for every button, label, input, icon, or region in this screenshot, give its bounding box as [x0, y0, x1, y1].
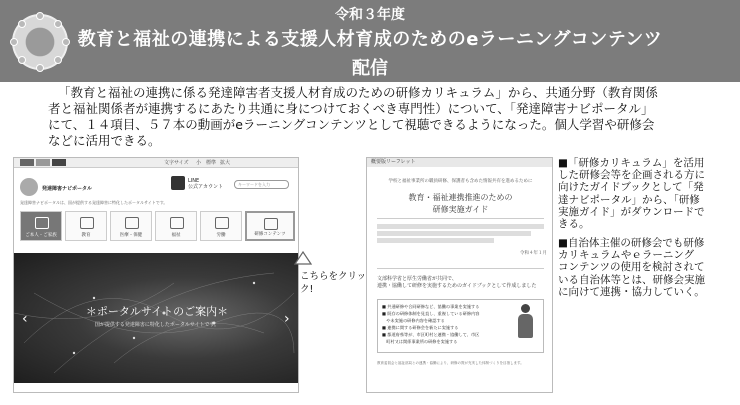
portal-search-input[interactable]: キーワードを入力 — [234, 180, 289, 189]
note-line: ■「研修カリキュラム」を活用 — [558, 157, 705, 169]
note-line: きる。 — [558, 218, 590, 230]
font-size-label: 文字サイズ — [164, 160, 189, 166]
leaflet-screenshot — [366, 157, 553, 393]
person-illustration-icon — [517, 304, 533, 340]
medical-icon — [125, 217, 139, 229]
click-line: こちらをクリッ — [300, 271, 367, 282]
click-line: ク! — [300, 284, 314, 295]
list-item: 町村又は関係事業所の研修を実施する — [386, 339, 458, 344]
nav-label: 医療・保健 — [119, 233, 143, 238]
nav-family[interactable] — [20, 211, 62, 241]
leaflet-section-title — [377, 276, 544, 290]
hero-title: ＊ポータルサイトのご案内＊ — [85, 305, 229, 318]
section-line: 文部科学省と厚生労働省が共同で、 — [377, 276, 457, 282]
line-icon[interactable] — [171, 176, 185, 190]
nav-label: 労働 — [216, 233, 226, 238]
nav-label: ご本人・ご家族 — [25, 233, 57, 238]
note-line: に向けて連携・協力していく。 — [558, 285, 705, 298]
note-line: 向けたガイドブックとして「発 — [558, 181, 704, 194]
leaflet-title: 教育・福祉連携推進のための — [408, 193, 513, 202]
line-sub: 公式アカウント — [188, 184, 223, 190]
list-item: ■ 連携に関する研修会を新たに実施する — [382, 325, 459, 330]
font-size-large[interactable]: 拡大 — [220, 160, 231, 166]
leaflet-header: 概要版リーフレット — [367, 158, 553, 167]
slider-prev-icon[interactable]: ‹ — [22, 311, 28, 327]
slider-dots[interactable] — [137, 386, 172, 393]
list-item: ■ 共通研修や合同研修など、協働の事業を実施する — [382, 304, 480, 309]
slider-next-icon[interactable]: › — [284, 311, 290, 327]
labor-icon — [215, 217, 229, 229]
click-here-note — [300, 270, 366, 296]
welfare-icon — [170, 217, 184, 229]
portal-subtitle: 発達障害ナビポータルは、国が提供する発達障害に特化したポータルサイトです。 — [20, 200, 168, 205]
leaflet-intro-text — [377, 224, 544, 243]
nav-label: 福祉 — [171, 233, 181, 238]
leaflet-date: 令和４年１月 — [520, 251, 547, 256]
nav-welfare[interactable] — [155, 211, 197, 241]
portal-screenshot — [13, 157, 299, 393]
portal-site-name[interactable]: 発達障害ナビポータル — [42, 186, 93, 192]
leaflet-title-cont: 研修実施ガイド — [432, 205, 489, 214]
list-item: ■ 都道府県等が、市区町村と連携・協働して、市区 — [382, 332, 480, 337]
nav-education[interactable] — [65, 211, 107, 241]
banner-title: 教育と福祉の連携による支援人材育成のためのeラーニングコンテンツ — [77, 29, 663, 50]
education-icon — [80, 217, 94, 229]
nav-label: 研修コンテンツ — [254, 232, 286, 237]
note-line: いる自治体等とは、研修会実施 — [558, 273, 705, 286]
divider — [377, 268, 544, 269]
banner-title-cont: 配信 — [352, 58, 388, 79]
intro-line: にて、１４項目、５７本の動画がeラーニングコンテンツとして視聴できるようになった。個人学習や研修会 — [48, 117, 655, 132]
portal-topbar — [14, 158, 299, 168]
note-line: 実施ガイド」がダウンロードで — [558, 205, 705, 218]
portal-logo-icon[interactable] — [20, 178, 38, 196]
portal-hero-slider[interactable] — [14, 253, 299, 383]
banner-year: 令和３年度 — [335, 7, 405, 23]
nav-medical[interactable] — [110, 211, 152, 241]
training-icon — [264, 218, 278, 230]
leaflet-top-text: 学校と福祉事業所の職員研修、保護者も含めた情報共有を進めるために — [388, 179, 533, 184]
intro-line: 者と福祉関係者が連携するにあたり共通に身につけておくべき専門性）について、「発達障害ナビポータル」 — [48, 101, 654, 116]
note-line: した研修会等を企画される方に — [558, 169, 705, 182]
note-line: コンテンツの使用を検討されて — [558, 261, 705, 274]
nav-labor[interactable] — [200, 211, 242, 241]
note-line: カリキュラムやｅラーニング — [558, 249, 695, 262]
note-line: 達ナビポータル」から、「研修 — [558, 193, 700, 206]
hero-subtitle: 国が提供する発達障害に特化したポータルサイトです。 — [94, 322, 220, 328]
intro-line: 「教育と福祉の連携に係る発達障害者支援人材育成のための研修カリキュラム」から、共通分野（教育関係 — [58, 85, 658, 100]
up-arrow-icon — [294, 250, 312, 268]
line-label: LINE — [188, 178, 200, 184]
list-item: や未実施の研修内容を確認する — [386, 318, 445, 323]
leaflet-footer: 教育委員会と福祉部局との連携・協働により、研修の質が充実した体制づくりを目指します。 — [377, 361, 524, 365]
family-icon — [35, 217, 49, 229]
font-size-standard[interactable]: 標準 — [206, 160, 217, 166]
header-banner — [0, 0, 740, 82]
list-item: ■ 既存の研修体制を見直し、重複している研修内容 — [382, 311, 480, 316]
nav-label: 教育 — [81, 233, 91, 238]
section-line: 連携・協働して研修を実施するためのガイドブックとして作成しました — [377, 283, 537, 289]
nav-training-contents[interactable] — [245, 211, 295, 241]
font-size-small[interactable]: 小 — [196, 160, 202, 166]
intro-line: などに活用できる。 — [48, 133, 161, 148]
divider — [377, 218, 544, 219]
note-line: ■自治体主催の研修会でも研修 — [558, 237, 705, 249]
line-account[interactable] — [188, 178, 223, 190]
